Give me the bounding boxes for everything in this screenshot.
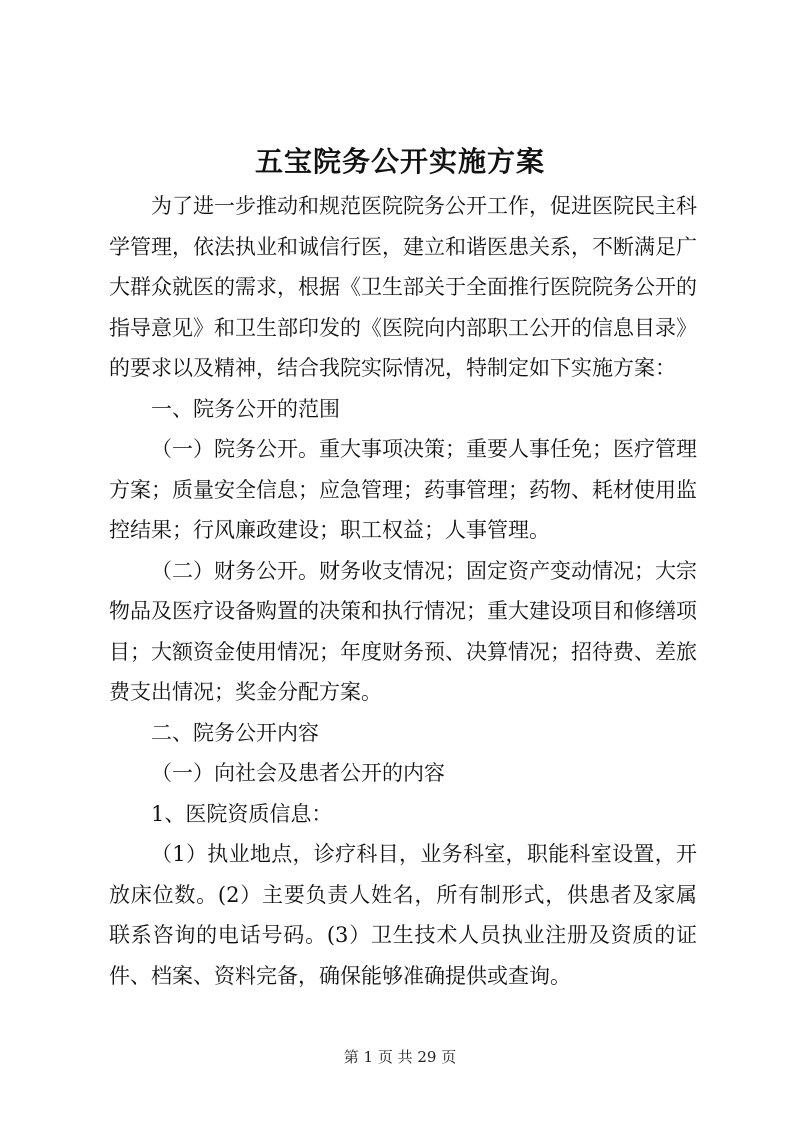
paragraph-affairs-disclosure: （一）院务公开。重大事项决策；重要人事任免；医疗管理方案；质量安全信息；应急管理；药事管理；药物、耗材使用监控结果；行风廉政建设；职工权益；人事管理。 xyxy=(109,437,697,542)
paragraph-financial-disclosure: （二）财务公开。财务收支情况；固定资产变动情况；大宗物品及医疗设备购置的决策和执行情况；重大建设项目和修缮项目；大额资金使用情况；年度财务预、决算情况；招待费、差旅费支出情况；奖金分配方案。 xyxy=(109,558,697,704)
document-title: 五宝院务公开实施方案 xyxy=(254,145,545,178)
subsection-heading-public: （一）向社会及患者公开的内容 xyxy=(151,761,445,785)
paragraph-qualification-details: （1）执业地点，诊疗科目，业务科室，职能科室设置，开放床位数。(2）主要负责人姓名，所有制形式，供患者及家属联系咨询的电话号码。(3）卫生技术人员执业注册及资质的证件、档案、资料完备，确保能够准确提供或查询。 xyxy=(109,842,697,988)
section-heading-scope: 一、院务公开的范围 xyxy=(151,396,340,421)
page-footer: 第 1 页 共 29 页 xyxy=(343,1048,457,1066)
document-body xyxy=(109,186,697,996)
item-heading-qualification: 1、医院资质信息： xyxy=(151,801,333,826)
paragraph-intro: 为了进一步推动和规范医院院务公开工作，促进医院民主科学管理，依法执业和诚信行医，建立和谐医患关系，不断满足广大群众就医的需求，根据《卫生部关于全面推行医院院务公开的指导意见》和卫生部印发的《医院向内部职工公开的信息目录》的要求以及精神，结合我院实际情况，特制定如下实施方案： xyxy=(109,194,697,380)
section-heading-content: 二、院务公开内容 xyxy=(151,720,319,745)
